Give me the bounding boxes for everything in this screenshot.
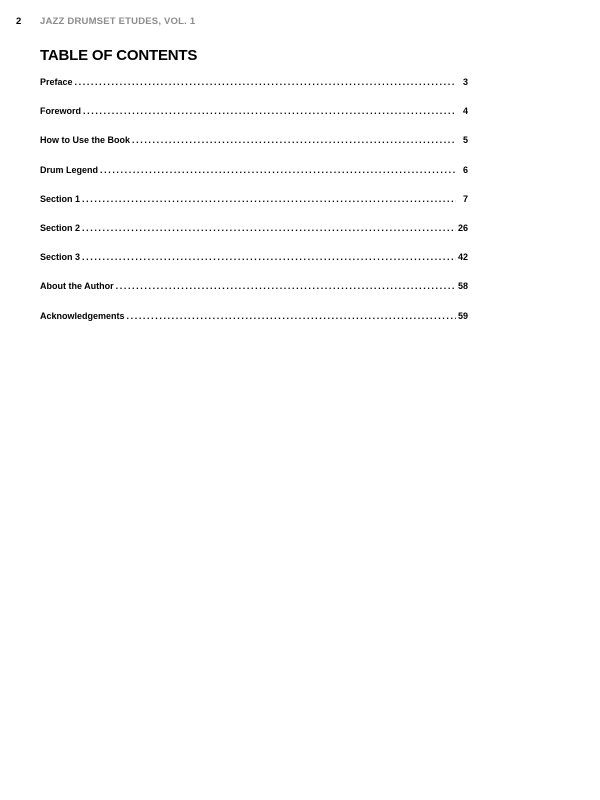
toc-entry-page: 26 — [457, 222, 468, 233]
toc-entry-page: 4 — [462, 106, 468, 117]
toc-entry-title: Drum Legend — [40, 164, 99, 175]
toc-entry-page: 3 — [462, 77, 468, 87]
toc-heading: TABLE OF CONTENTS — [40, 47, 198, 64]
toc-entry-title: About the Author — [40, 281, 114, 292]
toc-entry-how-to-use[interactable] — [40, 134, 468, 163]
toc-entry-page: 42 — [457, 252, 468, 263]
toc-entry-title: Preface — [40, 77, 73, 87]
book-title: JAZZ DRUMSET ETUDES, VOL. 1 — [40, 15, 196, 27]
toc-entry-page: 7 — [462, 193, 468, 204]
toc-entry-acknowledgements[interactable] — [40, 310, 468, 339]
toc-entry-drum-legend[interactable] — [40, 164, 468, 193]
toc-entry-title: Section 1 — [40, 193, 81, 204]
toc-entry-title: How to Use the Book — [40, 135, 131, 146]
toc-entry-page: 58 — [457, 281, 468, 292]
toc-entry-section-1[interactable] — [40, 193, 468, 222]
dot-leader — [132, 134, 456, 146]
toc-entry-page: 5 — [462, 135, 468, 146]
dot-leader — [127, 310, 456, 322]
toc-entry-title: Acknowledgements — [40, 310, 125, 321]
dot-leader — [82, 222, 456, 234]
toc-entry-about-the-author[interactable] — [40, 280, 468, 309]
page-number: 2 — [16, 15, 22, 27]
dot-leader — [116, 280, 456, 292]
table-of-contents — [40, 76, 468, 339]
dot-leader — [82, 193, 456, 205]
dot-leader — [83, 105, 456, 117]
toc-entry-title: Section 2 — [40, 222, 81, 233]
running-header — [16, 14, 195, 28]
toc-entry-foreword[interactable] — [40, 105, 468, 134]
toc-entry-section-3[interactable] — [40, 251, 468, 280]
toc-entry-preface[interactable] — [40, 76, 468, 105]
toc-entry-title: Foreword — [40, 106, 82, 117]
toc-entry-page: 6 — [462, 164, 468, 175]
dot-leader — [82, 251, 456, 263]
toc-entry-title: Section 3 — [40, 252, 81, 263]
toc-entry-section-2[interactable] — [40, 222, 468, 251]
dot-leader — [100, 164, 456, 176]
toc-entry-page: 59 — [457, 310, 468, 321]
dot-leader — [75, 76, 456, 88]
